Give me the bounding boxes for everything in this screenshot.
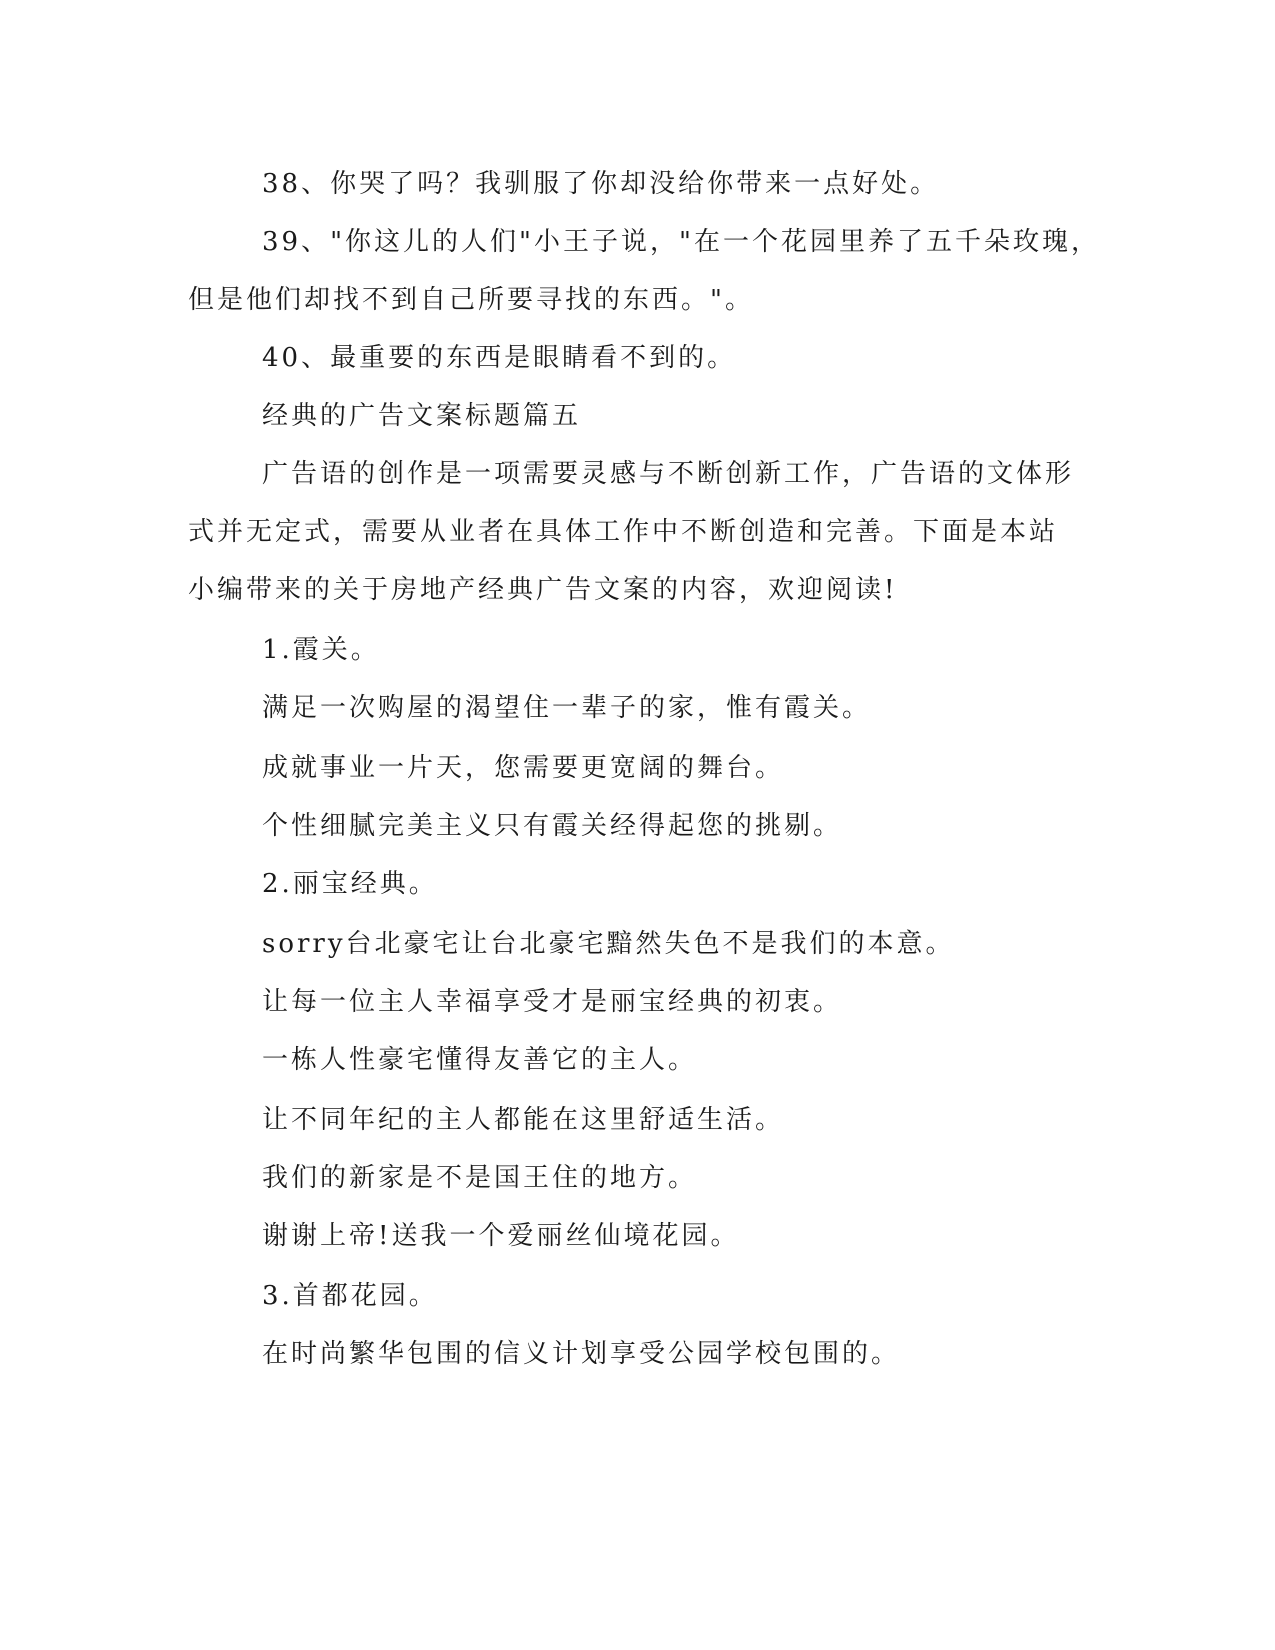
text-line-40: 40、最重要的东西是眼睛看不到的。: [262, 343, 737, 373]
intro-paragraph-line-3: 小编带来的关于房地产经典广告文案的内容，欢迎阅读!: [188, 575, 898, 605]
item-heading-2: 2.丽宝经典。: [262, 869, 438, 899]
text-line: 让不同年纪的主人都能在这里舒适生活。: [262, 1105, 785, 1135]
text-line: sorry台北豪宅让台北豪宅黯然失色不是我们的本意。: [262, 929, 955, 959]
text-line-38: 38、你哭了吗？我驯服了你却没给你带来一点好处。: [262, 169, 940, 199]
text-line: 我们的新家是不是国王住的地方。: [262, 1163, 698, 1193]
text-line: 谢谢上帝!送我一个爱丽丝仙境花园。: [262, 1221, 740, 1251]
section-heading: 经典的广告文案标题篇五: [262, 401, 582, 431]
item-heading-3: 3.首都花园。: [262, 1281, 438, 1311]
item-heading-1: 1.霞关。: [262, 635, 380, 665]
text-line-39-cont: 但是他们却找不到自己所要寻找的东西。"。: [188, 285, 754, 315]
text-line: 个性细腻完美主义只有霞关经得起您的挑剔。: [262, 811, 843, 841]
text-line: 让每一位主人幸福享受才是丽宝经典的初衷。: [262, 987, 843, 1017]
text-line-39: 39、"你这儿的人们"小王子说，"在一个花园里养了五千朵玫瑰，: [262, 227, 1100, 257]
intro-paragraph-line-2: 式并无定式，需要从业者在具体工作中不断创造和完善。下面是本站: [188, 517, 1059, 547]
text-line: 满足一次购屋的渴望住一辈子的家，惟有霞关。: [262, 693, 872, 723]
text-line: 在时尚繁华包围的信义计划享受公园学校包围的。: [262, 1339, 901, 1369]
text-line: 成就事业一片天，您需要更宽阔的舞台。: [262, 753, 785, 783]
text-line: 一栋人性豪宅懂得友善它的主人。: [262, 1045, 698, 1075]
intro-paragraph-line-1: 广告语的创作是一项需要灵感与不断创新工作，广告语的文体形: [262, 459, 1075, 489]
